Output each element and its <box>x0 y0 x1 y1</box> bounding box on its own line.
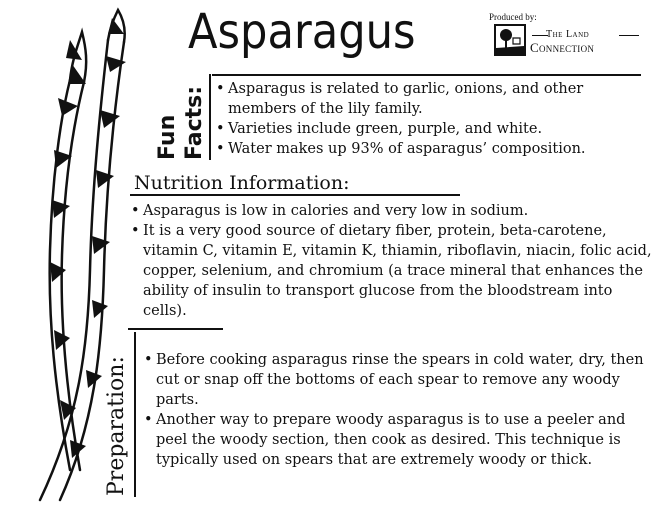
preparation-item-1: Before cooking asparagus rinse the spears in cold water, dry, then cut or snap off the bottoms of each spear to remove any woody parts. <box>156 352 644 408</box>
fun-fact-2: Varieties include green, purple, and white. <box>228 121 543 137</box>
list-item <box>216 139 655 159</box>
list-item <box>131 221 653 321</box>
fun-facts-list <box>216 79 655 159</box>
list-item <box>144 350 649 410</box>
logo-rule-right <box>619 35 639 36</box>
page-title: Asparagus <box>188 4 416 60</box>
fun-facts-side-rule <box>209 74 211 160</box>
list-item <box>216 79 655 119</box>
logo-image <box>494 24 526 56</box>
nutrition-list <box>131 201 653 321</box>
fun-fact-1: Asparagus is related to garlic, onions, and other members of the lily family. <box>228 81 584 117</box>
produced-by-label: Produced by: <box>489 12 537 22</box>
logo-text-line1: The Land <box>546 29 590 40</box>
nutrition-item-1: Asparagus is low in calories and very low in sodium. <box>143 203 529 219</box>
logo-text-line2: Connection <box>530 40 595 55</box>
list-item <box>131 201 653 221</box>
nutrition-rule <box>130 194 460 196</box>
preparation-heading: Preparation: <box>104 356 129 496</box>
fun-facts-heading-line2: Facts: <box>182 85 207 160</box>
tree-icon <box>496 26 524 54</box>
fun-facts-top-rule <box>212 74 641 76</box>
preparation-top-rule <box>128 328 223 330</box>
list-item <box>144 410 649 470</box>
preparation-list <box>144 350 649 470</box>
preparation-side-rule <box>134 332 136 497</box>
list-item <box>216 119 655 139</box>
fun-facts-heading-line1: Fun <box>155 114 180 160</box>
fun-fact-3: Water makes up 93% of asparagus’ composition. <box>228 141 586 157</box>
nutrition-item-2: It is a very good source of dietary fiber, protein, beta-carotene, vitamin C, vitamin E, vitamin K, thiamin, riboflavin, niacin, folic acid, copper, selenium, and chromium (a trace mineral that enhances the ability of insulin to transport glucose from the bloodstream into cells). <box>143 223 652 319</box>
nutrition-heading: Nutrition Information: <box>134 172 350 194</box>
preparation-item-2: Another way to prepare woody asparagus is to use a peeler and peel the woody section, then cook as desired. This technique is typically used on spears that are extremely woody or thick. <box>156 412 626 468</box>
